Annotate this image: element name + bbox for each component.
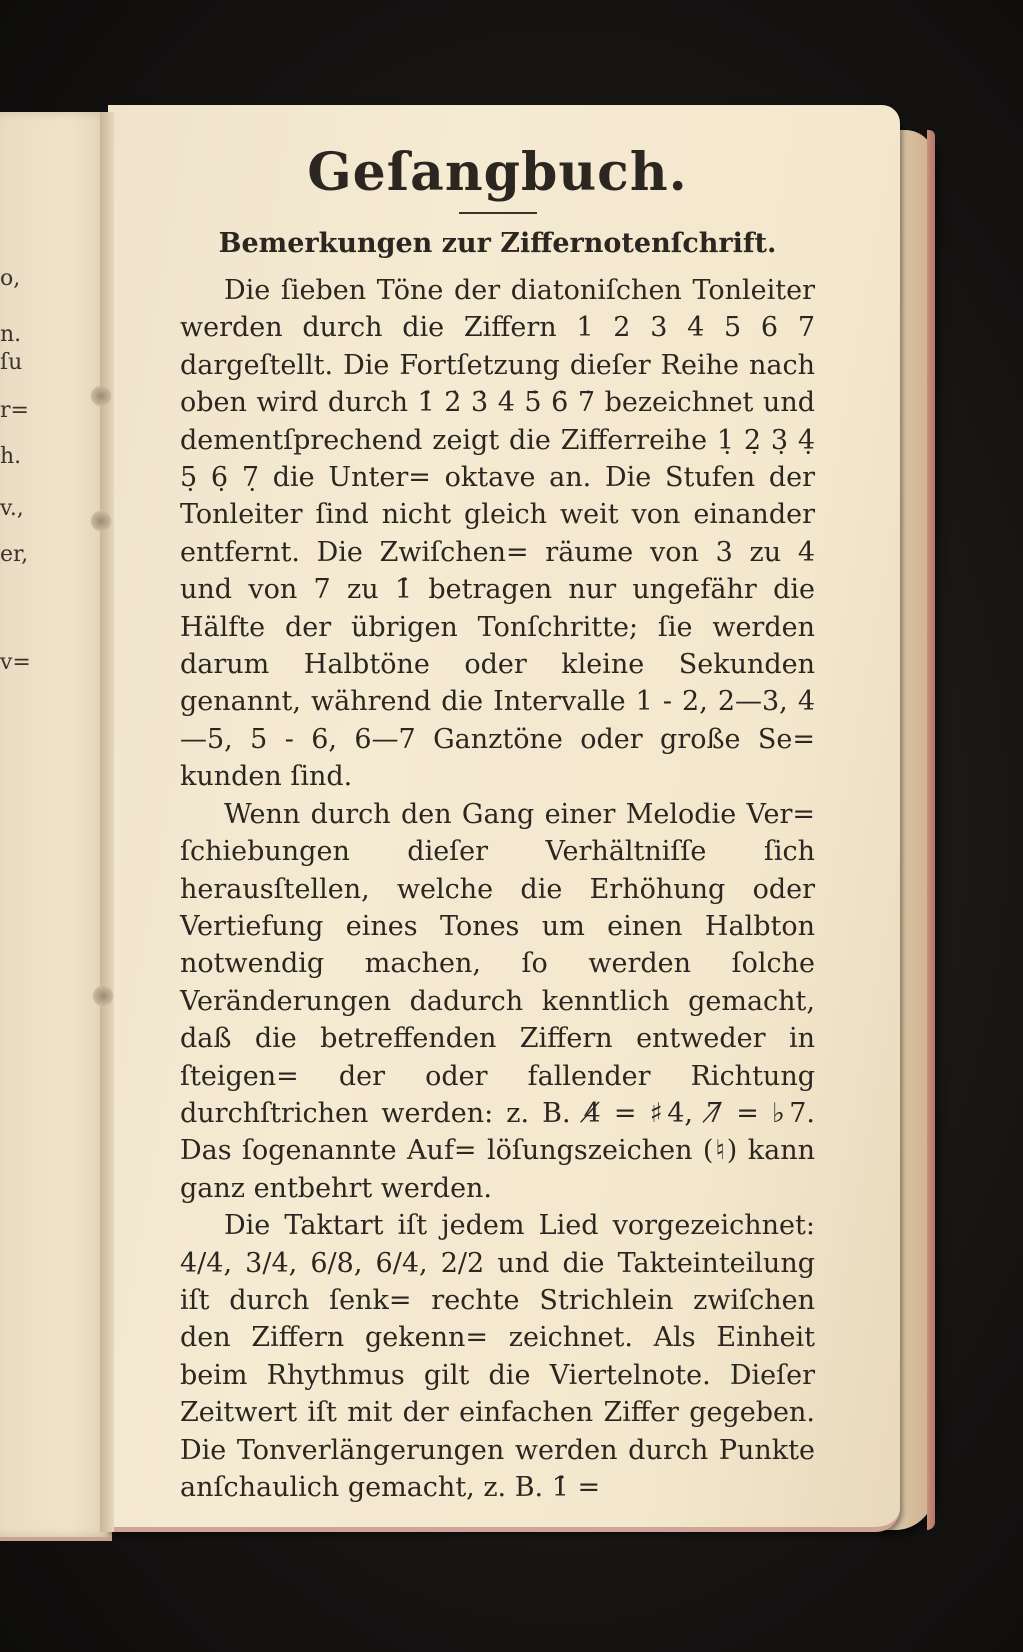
left-page-fragment: v= <box>0 650 31 675</box>
title-divider <box>459 212 537 214</box>
left-page-fragment: er, <box>0 542 29 567</box>
page-gutter <box>100 112 114 1532</box>
binding-stitch <box>90 510 112 532</box>
left-page-fragment: n. <box>0 322 22 347</box>
page-content <box>180 140 815 1506</box>
left-page-fragment: r= <box>0 398 29 423</box>
paragraph: Die ſieben Töne der diatoniſchen Tonleiter werden durch die Ziffern 1 2 3 4 5 6 7 dargeſtellt. Die Fortſetzung dieſer Reihe nach oben wird durch 1̇ 2̇ 3̇ 4̇ 5̇ 6̇ 7̇ bezeichnet und dementſprechend zeigt die Zifferreihe 1̣ 2̣ 3̣ 4̣ 5̣ 6̣ 7̣ die Unter= oktave an. Die Stufen der Tonleiter ſind nicht gleich weit von einander entfernt. Die Zwiſchen= räume von 3 zu 4 und von 7 zu 1̇ betragen nur ungefähr die Hälfte der übrigen Tonſchritte; ſie werden darum Halbtöne oder kleine Sekunden genannt, während die Intervalle 1 - 2, 2—3, 4—5, 5 - 6, 6—7 Ganztöne oder große Se= kunden ſind. <box>180 275 815 793</box>
section-heading: Bemerkungen zur Ziffernotenſchrift. <box>218 228 777 259</box>
paragraph: Die Taktart iſt jedem Lied vorgezeichnet: 4/4, 3/4, 6/8, 6/4, 2/2 und die Takteinteilung iſt durch ſenk= rechte Strichlein zwiſchen den Ziffern gekenn= zeichnet. Als Einheit beim Rhythmus gilt die Viertelnote. Dieſer Zeitwert iſt mit der einfachen Ziffer gegeben. Die Tonverlängerungen werden durch Punkte anſchaulich gemacht, z. B. 1̇ = <box>180 1210 815 1503</box>
binding-stitch <box>90 385 112 407</box>
paragraph: Wenn durch den Gang einer Melodie Ver= ſchiebungen dieſer Verhältniſſe ſich herausſtellen, welche die Erhöhung oder Vertiefung eines Tones um einen Halbton notwendig machen, ſo werden ſolche Veränderungen dadurch kenntlich gemacht, daß die betreffenden Ziffern entweder in ſteigen= der oder fallender Richtung durchſtrichen werden: z. B. 4̸ = ♯4, 7̸ = ♭7. Das ſogenannte Auf= löſungszeichen (♮) kann ganz entbehrt werden. <box>180 798 815 1204</box>
left-page-fragment: v., <box>0 496 24 521</box>
left-page-fragment: ſu <box>0 350 23 375</box>
binding-stitch <box>92 985 114 1007</box>
previous-page <box>0 112 112 1541</box>
left-page-fragment: o, <box>0 266 21 291</box>
page-title: Geſangbuch. <box>307 142 688 203</box>
left-page-fragment: h. <box>0 444 22 469</box>
